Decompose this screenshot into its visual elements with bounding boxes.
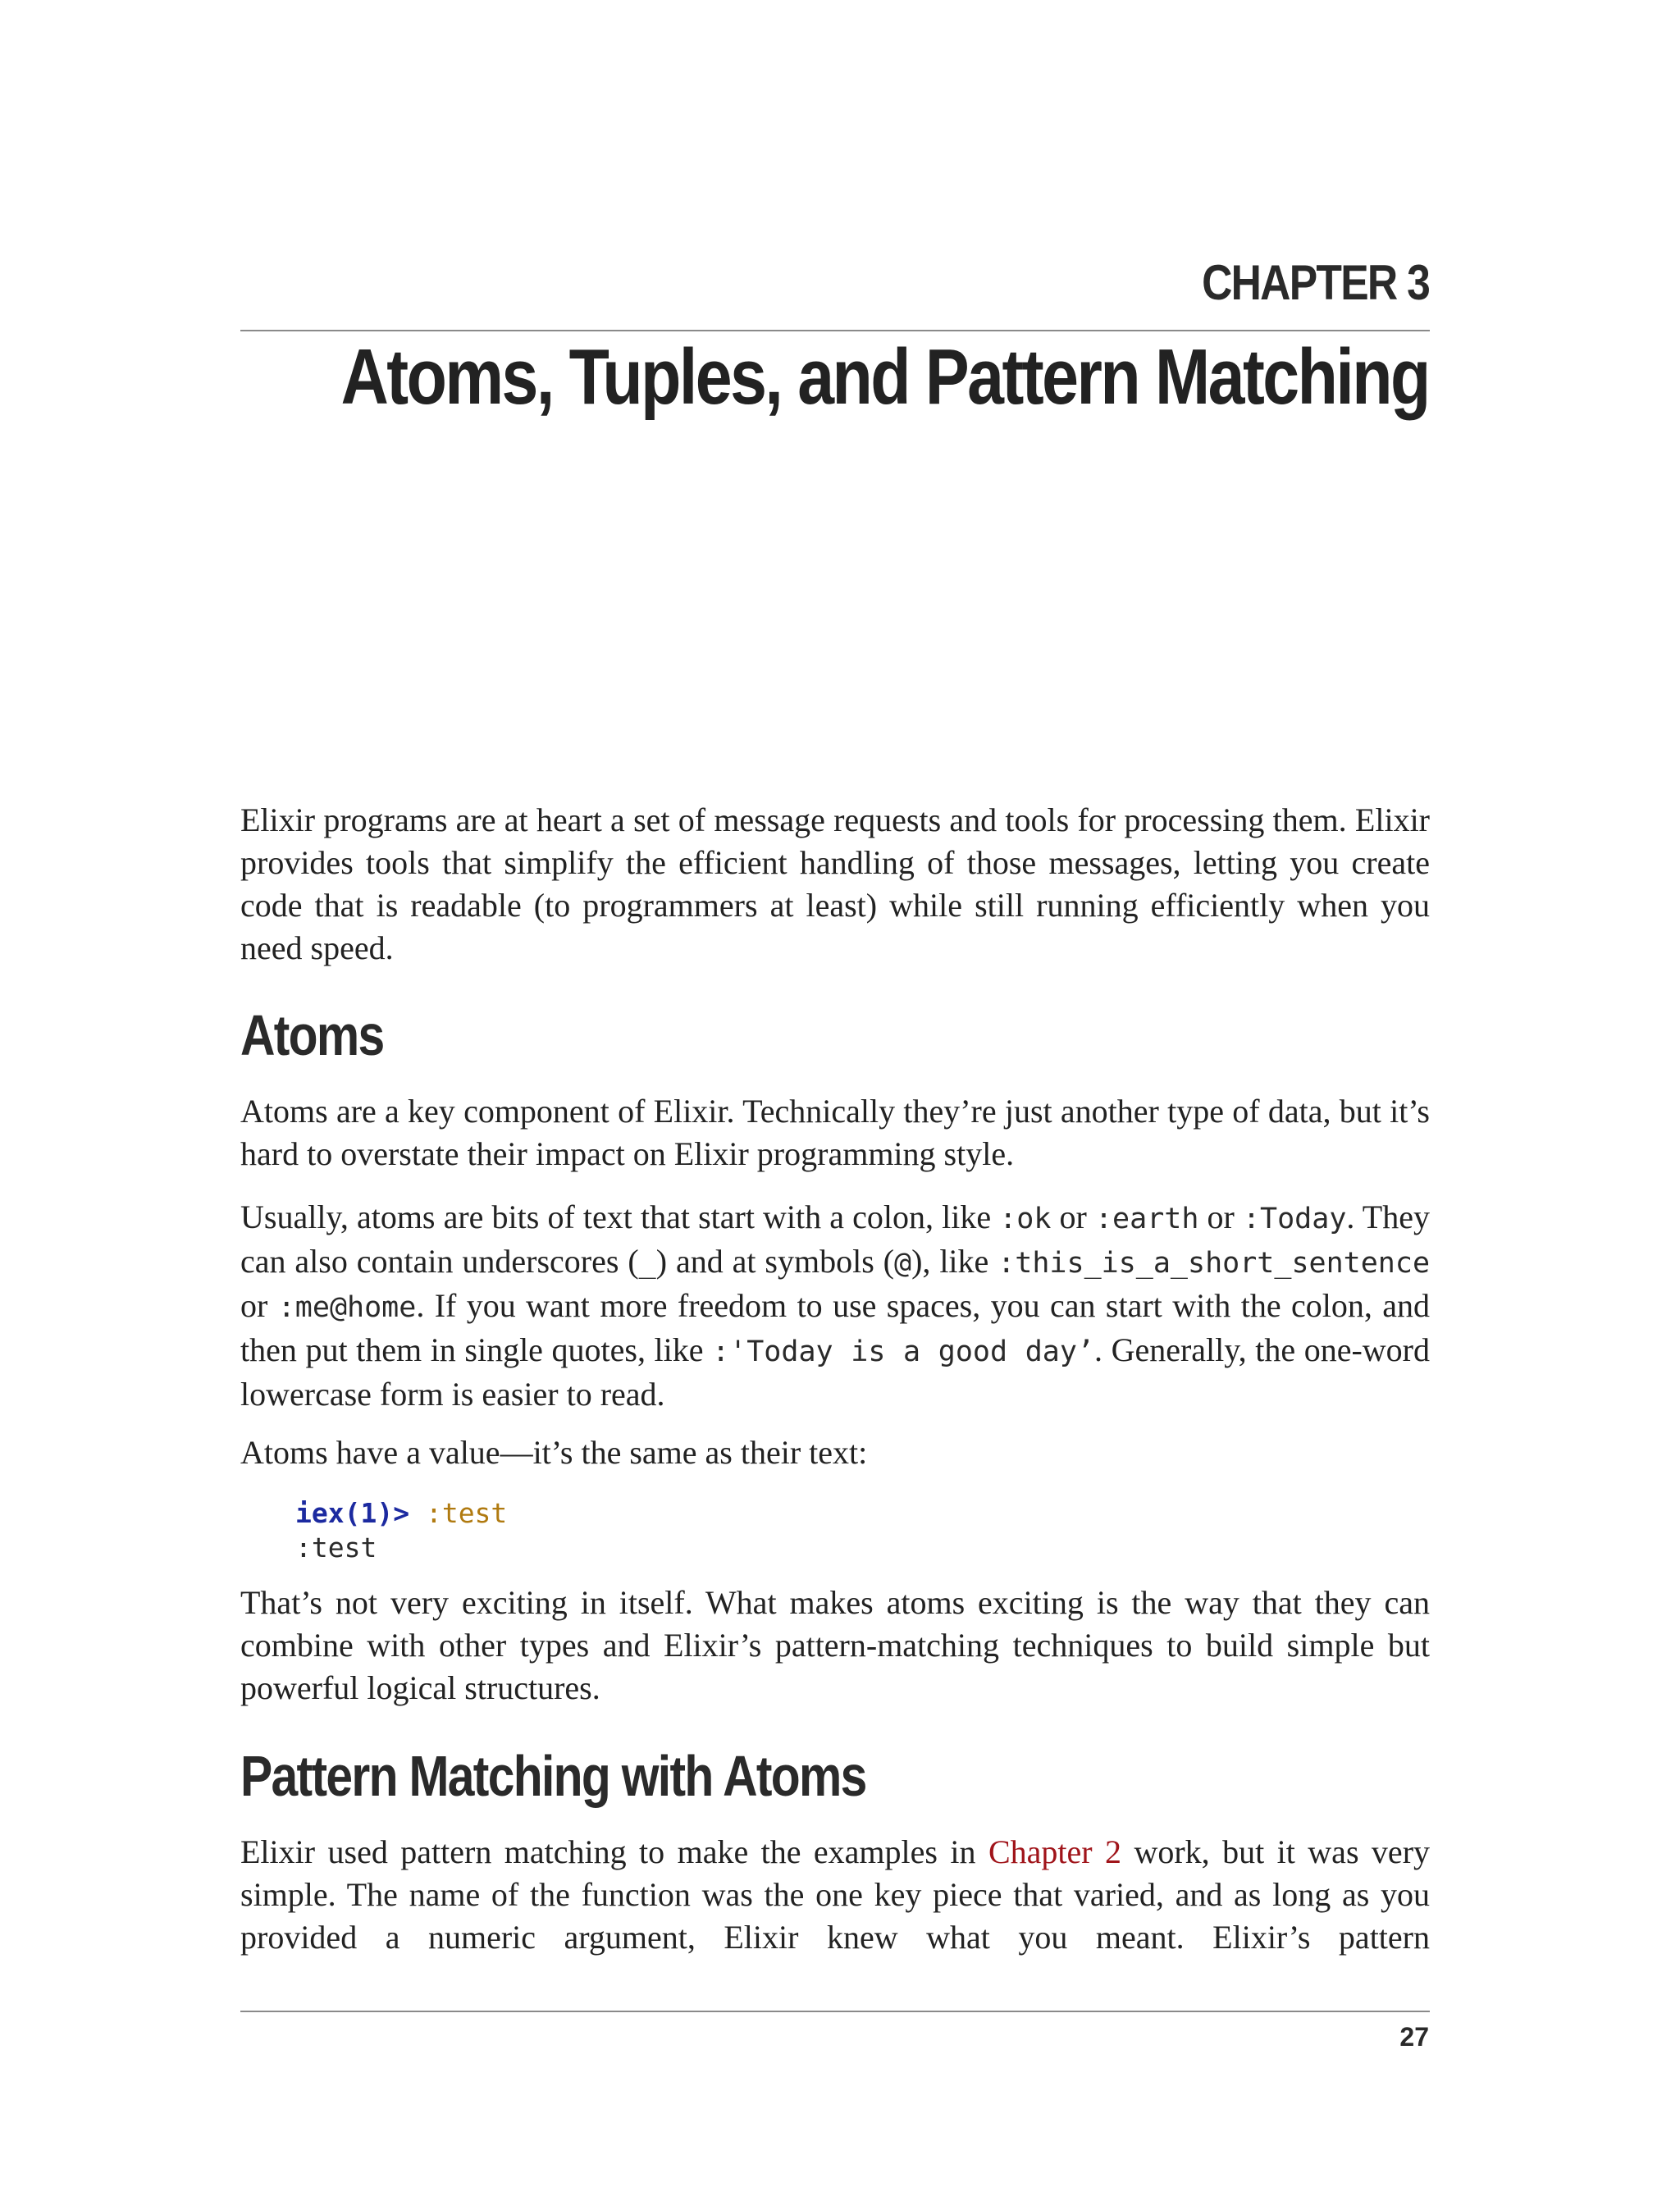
atoms-paragraph-1	[240, 1090, 1430, 1176]
atoms-p4-text: That’s not very exciting in itself. What makes atoms exciting is the way that they can combine with other types and Elixir’s pattern-matching techniques to build simple but powerful logical structures.	[240, 1584, 1430, 1706]
atoms-paragraph-3	[240, 1431, 1430, 1474]
code-atom-earth: :earth	[1094, 1203, 1199, 1235]
chapter-label: CHAPTER 3	[1202, 255, 1429, 310]
chapter-title: Atoms, Tuples, and Pattern Matching	[340, 333, 1429, 421]
pattern-text: Elixir used pattern matching to make the examples in Chapter 2 work, but it was very simple. The name of the function was the one key piece that varied, and as long as you provided a numeric argument, Elixir knew what you meant. Elixir’s pattern	[240, 1833, 1431, 1956]
code-at-symbol: @	[894, 1247, 912, 1280]
code-input: :test	[425, 1497, 508, 1529]
atoms-paragraph-4	[240, 1582, 1430, 1710]
intro-paragraph	[240, 799, 1430, 970]
atoms-p2-text: Usually, atoms are bits of text that start with a colon, like :ok or :earth or :Today. They can also contain underscores (_) and at symbols (@), like :this_is_a_short_sentence or :me@home. If you want more freedom to use spaces, you can start with the colon, and then put them in single quotes, like :'Today is a good day’. Generally, the one-word lowercase form is easier to read.	[240, 1198, 1431, 1413]
atoms-p1-text: Atoms are a key component of Elixir. Technically they’re just another type of data, but it’s hard to overstate their impact on Elixir programming style.	[240, 1093, 1430, 1172]
code-atom-mehome: :me@home	[277, 1291, 417, 1324]
code-atom-ok: :ok	[999, 1203, 1052, 1235]
footer-rule	[240, 2011, 1430, 2012]
code-output: :test	[295, 1532, 377, 1564]
pattern-paragraph	[240, 1831, 1430, 1959]
page-number: 27	[1399, 2022, 1429, 2052]
code-atom-today: :Today	[1242, 1203, 1347, 1235]
section-heading-atoms: Atoms	[240, 1003, 384, 1067]
atoms-paragraph-2	[240, 1196, 1430, 1416]
section-heading-pattern-matching: Pattern Matching with Atoms	[240, 1744, 866, 1808]
chapter-rule	[240, 330, 1430, 331]
code-example	[295, 1496, 507, 1565]
code-underscore: _	[638, 1247, 656, 1280]
code-prompt: iex(1)>	[295, 1497, 410, 1529]
code-atom-sentence: :this_is_a_short_sentence	[998, 1247, 1431, 1280]
intro-text: Elixir programs are at heart a set of message requests and tools for processing them. Elixir provides tools that simplify the efficient handling of those messages, letting you create code that is readable (to programmers at least) while still running efficiently when you need speed.	[240, 801, 1430, 966]
chapter-2-link[interactable]: Chapter 2	[988, 1833, 1122, 1870]
atoms-p3-text: Atoms have a value—it’s the same as their text:	[240, 1434, 868, 1471]
code-atom-quoted: :'Today is a good day’	[712, 1335, 1094, 1368]
